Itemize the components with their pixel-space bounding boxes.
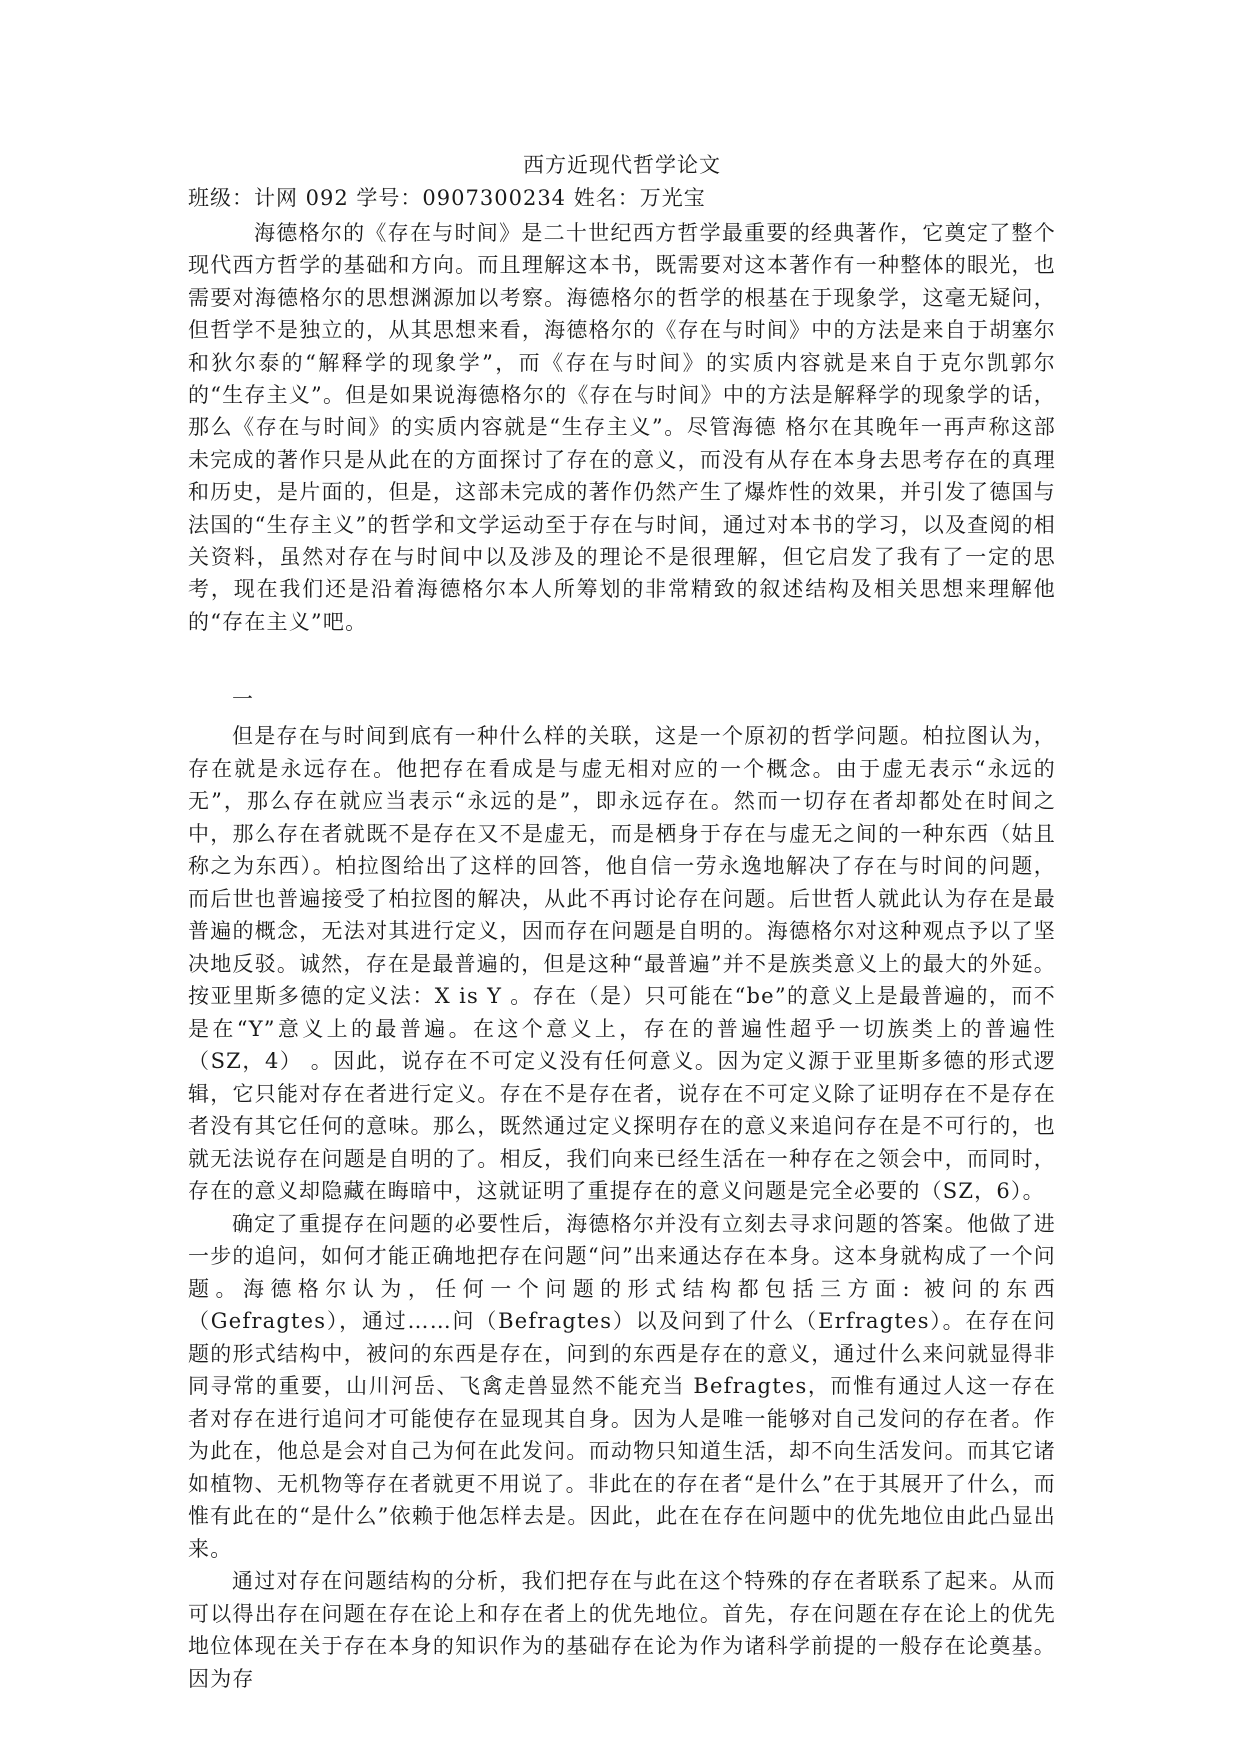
author-info: 班级：计网 092 学号：0907300234 姓名：万光宝 (188, 186, 706, 210)
section-number: 一 (232, 687, 253, 712)
body-paragraph-1: 但是存在与时间到底有一种什么样的关联，这是一个原初的哲学问题。柏拉图认为，存在就是永远存在。他把存在看成是与虚无相对应的一个概念。由于虚无表示“永远的无”，那么存在就应当表示“永远的是”，即永远存在。然而一切存在者却都处在时间之中，那么存在者就既不是存在又不是虚无，而是栖身于存在与虚无之间的一种东西（姑且称之为东西）。柏拉图给出了这样的回答，他自信一劳永逸地解决了存在与时间的问题，而后世也普遍接受了柏拉图的解决，从此不再讨论存在问题。后世哲人就此认为存在是最普遍的概念，无法对其进行定义，因而存在问题是自明的。海德格尔对这种观点予以了坚决地反驳。诚然，存在是最普遍的，但是这种“最普遍”并不是族类意义上的最大的外延。按亚里斯多德的定义法：X is Y 。存在（是）只可能在“be”的意义上是最普遍的，而不是在“Y”意义上的最普遍。在这个意义上，存在的普遍性超乎一切族类上的普遍性（SZ，4） 。因此，说存在不可定义没有任何意义。因为定义源于亚里斯多德的形式逻辑，它只能对存在者进行定义。存在不是存在者，说存在不可定义除了证明存在不是存在者没有其它任何的意味。那么，既然通过定义探明存在的意义来追问存在是不可行的，也就无法说存在问题是自明的了。相反，我们向来已经生活在一种存在之领会中，而同时，存在的意义却隐藏在晦暗中，这就证明了重提存在的意义问题是完全必要的（SZ，6）。 (188, 724, 1056, 1204)
body-paragraph-3: 通过对存在问题结构的分析，我们把存在与此在这个特殊的存在者联系了起来。从而可以得出存在问题在存在论上和存在者上的优先地位。首先，存在问题在存在论上的优先地位体现在关于存在本身的知识作为的基础存在论为作为诸科学前提的一般存在论奠基。因为存 (188, 1569, 1056, 1691)
intro-paragraph: 海德格尔的《存在与时间》是二十世纪西方哲学最重要的经典著作，它奠定了整个现代西方哲学的基础和方向。而且理解这本书，既需要对这本著作有一种整体的眼光，也需要对海德格尔的思想渊源加以考察。海德格尔的哲学的根基在于现象学，这毫无疑问，但哲学不是独立的，从其思想来看，海德格尔的《存在与时间》中的方法是来自于胡塞尔和狄尔泰的“解释学的现象学”，而《存在与时间》的实质内容就是来自于克尔凯郭尔的“生存主义”。但是如果说海德格尔的《存在与时间》中的方法是解释学的现象学的话，那么《存在与时间》的实质内容就是“生存主义”。尽管海德 格尔在其晚年一再声称这部未完成的著作只是从此在的方面探讨了存在的意义，而没有从存在本身去思考存在的真理和历史，是片面的，但是，这部未完成的著作仍然产生了爆炸性的效果，并引发了德国与法国的“生存主义”的哲学和文学运动至于存在与时间，通过对本书的学习，以及查阅的相关资料，虽然对存在与时间中以及涉及的理论不是很理解，但它启发了我有了一定的思考，现在我们还是沿着海德格尔本人所筹划的非常精致的叙述结构及相关思想来理解他的“存在主义”吧。 (188, 221, 1056, 634)
document-title: 西方近现代哲学论文 (523, 153, 721, 177)
body-paragraph-2: 确定了重提存在问题的必要性后，海德格尔并没有立刻去寻求问题的答案。他做了进一步的追问，如何才能正确地把存在问题“问”出来通达存在本身。这本身就构成了一个问题。海德格尔认为，任何一个问题的形式结构都包括三方面: 被问的东西（Gefragtes），通过……问（Befragtes）以及问到了什么（Erfragtes）。在存在问题的形式结构中，被问的东西是存在，问到的东西是存在的意义，通过什么来问就显得非同寻常的重要，山川河岳、飞禽走兽显然不能充当 Befragtes，而惟有通过人这一存在者对存在进行追问才可能使存在显现其自身。因为人是唯一能够对自己发问的存在者。作为此在，他总是会对自己为何在此发问。而动物只知道生活，却不向生活发问。而其它诸如植物、无机物等存在者就更不用说了。非此在的存在者“是什么”在于其展开了什么，而惟有此在的“是什么”依赖于他怎样去是。因此，此在在存在问题中的优先地位由此凸显出来。 (188, 1211, 1056, 1561)
document-page (188, 148, 1056, 1695)
